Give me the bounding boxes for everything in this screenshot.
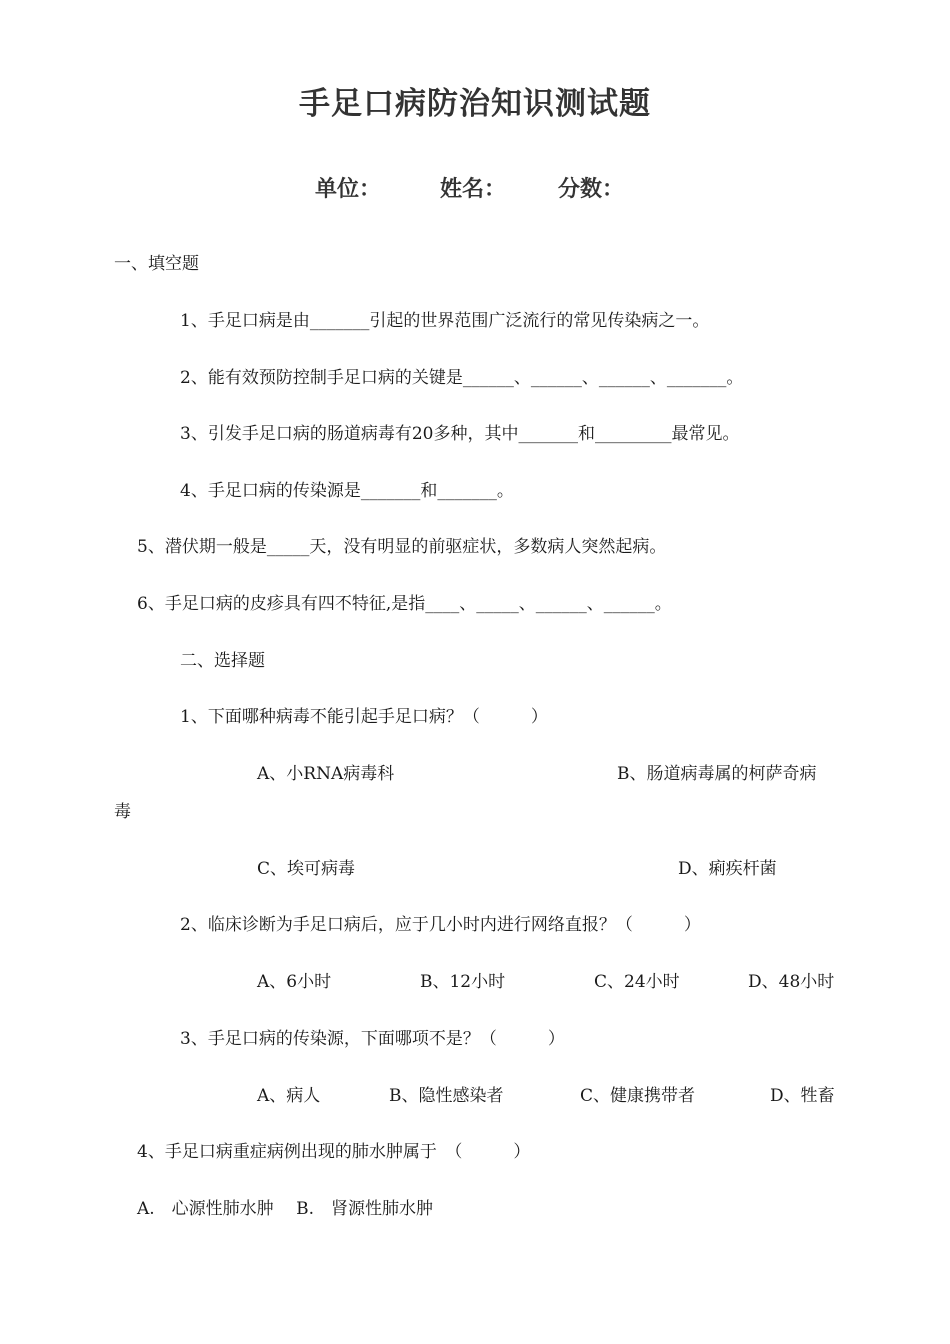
fill-question-1: 1、手足口病是由_______引起的世界范围广泛流行的常见传染病之一。 bbox=[180, 311, 710, 331]
choice-question-4: 4、手足口病重症病例出现的肺水肿属于 （ ） bbox=[137, 1142, 531, 1162]
name-label: 姓名： bbox=[440, 177, 507, 202]
choice-2-option-d: D、48小时 bbox=[748, 972, 835, 992]
choice-3-option-a: A、病人 bbox=[257, 1086, 321, 1106]
fill-question-5: 5、潜伏期一般是_____天，没有明显的前驱症状，多数病人突然起病。 bbox=[137, 537, 667, 557]
choice-3-option-c: C、健康携带者 bbox=[580, 1086, 696, 1106]
choice-question-1: 1、下面哪种病毒不能引起手足口病？（ ） bbox=[180, 707, 548, 727]
choice-2-option-a: A、6小时 bbox=[257, 972, 332, 992]
fill-question-4: 4、手足口病的传染源是_______和_______。 bbox=[180, 481, 514, 501]
fill-question-2: 2、能有效预防控制手足口病的关键是______、______、______、_______。 bbox=[180, 368, 744, 388]
choice-3-option-d: D、牲畜 bbox=[770, 1086, 835, 1106]
choice-question-2: 2、临床诊断为手足口病后，应于几小时内进行网络直报？（ ） bbox=[180, 915, 701, 935]
choice-1-option-a: A、小RNA病毒科 bbox=[257, 764, 395, 784]
choice-3-option-b: B、隐性感染者 bbox=[389, 1086, 504, 1106]
document-title: 手足口病防治知识测试题 bbox=[299, 86, 651, 122]
section-heading-fill-in: 一、填空题 bbox=[114, 254, 199, 274]
choice-1-option-c: C、埃可病毒 bbox=[257, 859, 356, 879]
choice-question-3: 3、手足口病的传染源，下面哪项不是？（ ） bbox=[180, 1029, 565, 1049]
choice-4-options-ab: A. 心源性肺水肿 B. 肾源性肺水肿 bbox=[137, 1199, 433, 1219]
choice-2-option-c: C、24小时 bbox=[594, 972, 680, 992]
choice-1-option-b: B、肠道病毒属的柯萨奇病 bbox=[617, 764, 817, 784]
fill-question-3: 3、引发手足口病的肠道病毒有20多种，其中_______和_________最常见。 bbox=[180, 424, 740, 444]
fill-question-6: 6、手足口病的皮疹具有四不特征,是指____、_____、______、______。 bbox=[137, 594, 672, 614]
section-heading-choice: 二、选择题 bbox=[180, 651, 265, 671]
unit-label: 单位： bbox=[315, 177, 382, 202]
score-label: 分数： bbox=[558, 177, 625, 202]
choice-1-option-b-continued: 毒 bbox=[114, 802, 131, 822]
choice-1-option-d: D、痢疾杆菌 bbox=[678, 859, 777, 879]
choice-2-option-b: B、12小时 bbox=[420, 972, 506, 992]
